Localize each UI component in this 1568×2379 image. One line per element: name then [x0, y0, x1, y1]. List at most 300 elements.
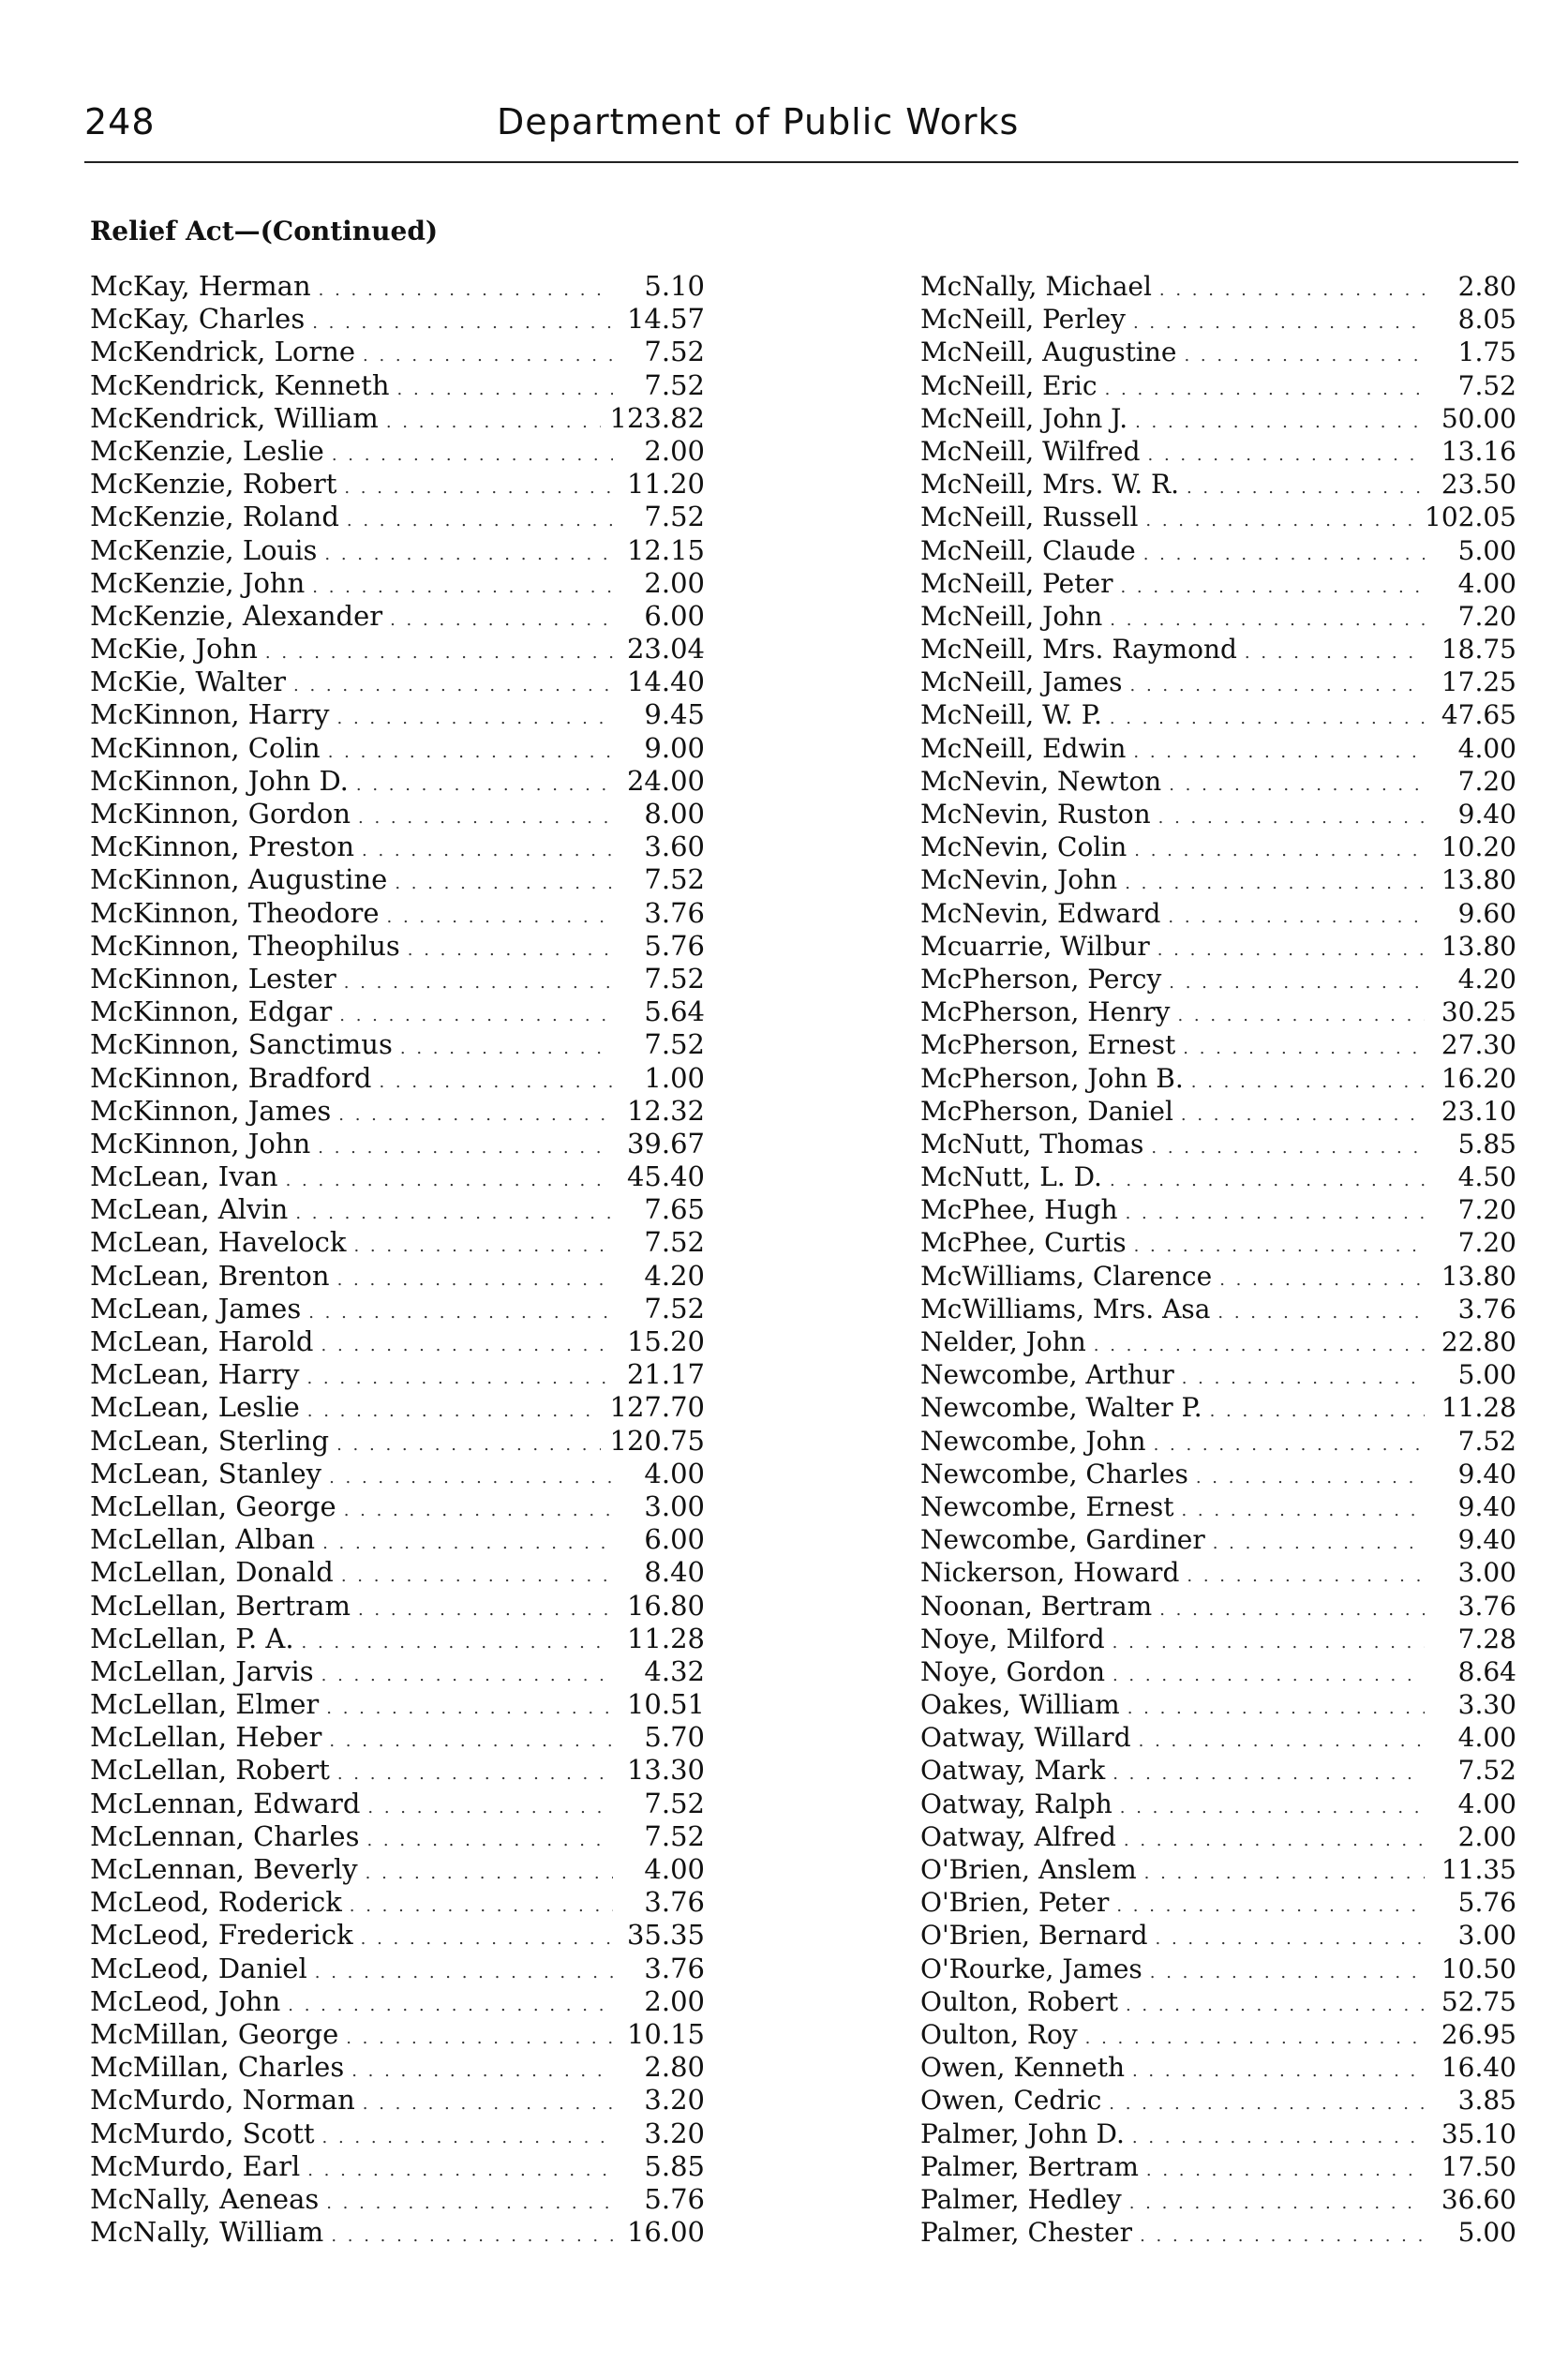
list-item — [920, 1590, 1516, 1623]
entry-name: McKinnon, James — [90, 1094, 332, 1127]
dot-leader — [329, 1725, 613, 1758]
list-item — [920, 1160, 1516, 1193]
list-item — [920, 1919, 1516, 1952]
list-item — [920, 600, 1516, 633]
dot-leader — [362, 834, 613, 867]
entry-amount: 7.52 — [1457, 1425, 1516, 1457]
entry-amount: 4.20 — [1457, 963, 1516, 995]
dot-leader — [1151, 1131, 1425, 1164]
list-item — [920, 963, 1516, 995]
dot-leader — [346, 2022, 613, 2055]
dot-leader — [358, 1593, 613, 1626]
entry-name: O'Rourke, James — [920, 1953, 1142, 1984]
entry-amount: 9.40 — [1457, 1458, 1516, 1489]
list-item — [90, 2216, 705, 2249]
dot-leader — [1113, 1758, 1425, 1790]
entry-name: McNevin, Edward — [920, 897, 1161, 929]
entry-name: McKinnon, Theophilus — [90, 929, 400, 962]
entry-name: McKinnon, Colin — [90, 731, 321, 764]
list-item — [920, 2018, 1516, 2051]
list-item — [90, 1193, 705, 1226]
entry-amount: 35.35 — [626, 1919, 705, 1952]
list-item — [90, 1623, 705, 1655]
list-item — [90, 1721, 705, 1754]
list-item — [90, 698, 705, 731]
list-item — [90, 534, 705, 567]
dot-leader — [344, 1494, 613, 1527]
entry-name: Newcombe, Ernest — [920, 1490, 1174, 1522]
entry-amount: 5.76 — [1457, 1887, 1516, 1919]
list-item — [920, 1523, 1516, 1556]
list-item — [90, 1160, 705, 1193]
entry-amount: 4.00 — [1457, 1722, 1516, 1754]
dot-leader — [386, 406, 601, 439]
entry-amount: 5.00 — [1457, 1359, 1516, 1391]
entry-amount: 23.50 — [1441, 469, 1516, 501]
entry-name: McNeill, Eric — [920, 369, 1098, 401]
list-item — [920, 1260, 1516, 1293]
entry-amount: 3.30 — [1457, 1689, 1516, 1721]
list-item — [90, 501, 705, 533]
entry-amount: 4.50 — [1457, 1161, 1516, 1193]
list-item — [920, 2117, 1516, 2150]
list-item — [90, 1391, 705, 1424]
entry-amount: 7.52 — [644, 863, 705, 896]
list-item — [920, 369, 1516, 402]
entry-amount: 4.00 — [1457, 732, 1516, 764]
list-item — [920, 1886, 1516, 1919]
entry-name: McLellan, Jarvis — [90, 1654, 314, 1687]
list-item — [920, 1095, 1516, 1128]
dot-leader — [1191, 1066, 1425, 1099]
list-item — [90, 1953, 705, 1985]
dot-leader — [315, 1956, 613, 1989]
dot-leader — [337, 1264, 613, 1296]
entry-amount: 3.20 — [644, 2084, 705, 2117]
dot-leader — [312, 307, 613, 339]
list-item — [920, 1325, 1516, 1358]
entry-amount: 8.64 — [1457, 1655, 1516, 1687]
entry-name: McLean, Brenton — [90, 1259, 330, 1292]
dot-leader — [390, 604, 613, 636]
dot-leader — [395, 867, 613, 900]
list-item — [920, 2051, 1516, 2084]
page-header — [84, 101, 1509, 157]
dot-leader — [1134, 834, 1425, 867]
dot-leader — [1245, 636, 1425, 669]
dot-leader — [1113, 1626, 1425, 1659]
entry-name: McLennan, Beverly — [90, 1853, 358, 1885]
entry-amount: 11.35 — [1441, 1854, 1516, 1885]
entry-amount: 5.76 — [644, 929, 705, 962]
dot-leader — [353, 1230, 613, 1263]
entry-amount: 24.00 — [626, 764, 705, 797]
list-item — [920, 1358, 1516, 1391]
dot-leader — [347, 504, 613, 537]
entry-name: McKinnon, Augustine — [90, 863, 388, 896]
list-item — [920, 863, 1516, 896]
entry-name: McNevin, Colin — [920, 831, 1127, 863]
dot-leader — [1133, 307, 1425, 339]
entry-amount: 27.30 — [1441, 1029, 1516, 1061]
entry-name: McNeill, John — [920, 600, 1103, 632]
entry-name: Noye, Milford — [920, 1623, 1105, 1654]
entry-amount: 13.16 — [1441, 435, 1516, 467]
list-item — [90, 1358, 705, 1391]
dot-leader — [1157, 934, 1425, 966]
list-item — [920, 1193, 1516, 1226]
entry-amount: 9.40 — [1457, 1524, 1516, 1556]
entry-amount: 3.76 — [644, 1886, 705, 1919]
dot-leader — [326, 1692, 613, 1725]
dot-leader — [1181, 1494, 1425, 1527]
list-item — [90, 1028, 705, 1061]
entry-amount: 2.00 — [644, 434, 705, 467]
entry-amount: 7.52 — [644, 368, 705, 401]
entry-amount: 23.10 — [1441, 1095, 1516, 1127]
entry-name: McKenzie, Alexander — [90, 599, 383, 632]
entry-name: McPherson, Percy — [920, 963, 1162, 995]
entry-amount: 5.64 — [644, 995, 705, 1028]
dot-leader — [366, 1857, 613, 1890]
dot-leader — [329, 1461, 613, 1494]
list-item — [90, 1853, 705, 1886]
entry-name: Nelder, John — [920, 1326, 1086, 1357]
dot-leader — [408, 934, 613, 966]
list-item — [90, 798, 705, 830]
list-item — [920, 1688, 1516, 1721]
entry-name: Newcombe, Walter P. — [920, 1392, 1202, 1424]
entry-name: McKendrick, Kenneth — [90, 368, 390, 401]
dot-leader — [387, 901, 614, 934]
dot-leader — [1150, 1956, 1425, 1989]
list-item — [920, 1623, 1516, 1655]
entry-amount: 10.51 — [626, 1688, 705, 1721]
entry-amount: 3.85 — [1457, 2085, 1516, 2117]
entry-name: McKinnon, Sanctimus — [90, 1028, 393, 1061]
dot-leader — [1146, 2154, 1425, 2187]
entry-name: McNeill, Wilfred — [920, 435, 1141, 467]
list-item — [920, 1985, 1516, 2018]
entry-name: O'Brien, Bernard — [920, 1920, 1148, 1952]
dot-leader — [328, 736, 613, 769]
list-item — [920, 798, 1516, 830]
entry-name: McNeill, Mrs. Raymond — [920, 634, 1237, 666]
list-item — [90, 1523, 705, 1556]
entry-name: McKinnon, Lester — [90, 962, 336, 995]
entry-amount: 3.76 — [1457, 1293, 1516, 1324]
header-divider — [84, 161, 1518, 163]
list-item — [920, 1820, 1516, 1853]
entry-amount: 4.00 — [1457, 567, 1516, 599]
entry-name: McNeill, James — [920, 666, 1123, 698]
dot-leader — [1113, 1659, 1425, 1692]
list-item — [920, 2150, 1516, 2183]
entry-amount: 5.10 — [644, 270, 705, 302]
entry-amount: 13.80 — [1441, 864, 1516, 896]
dot-leader — [1134, 1230, 1425, 1263]
dot-leader — [1183, 1032, 1425, 1065]
dot-leader — [1132, 2055, 1425, 2087]
entry-amount: 52.75 — [1441, 1985, 1516, 2017]
entry-amount: 6.00 — [644, 1523, 705, 1556]
entry-name: McKenzie, John — [90, 566, 306, 599]
entry-amount: 35.10 — [1441, 2117, 1516, 2149]
dot-leader — [1158, 801, 1425, 834]
entry-name: McKendrick, William — [90, 401, 379, 434]
list-item — [90, 995, 705, 1028]
list-item — [90, 1490, 705, 1523]
entry-amount: 7.52 — [644, 336, 705, 368]
list-item — [90, 1590, 705, 1623]
entry-amount: 47.65 — [1441, 699, 1516, 731]
entry-name: Oulton, Roy — [920, 2018, 1078, 2050]
entry-name: McKinnon, Gordon — [90, 798, 351, 830]
entry-name: McLean, James — [90, 1292, 302, 1324]
dot-leader — [295, 1197, 613, 1230]
dot-leader — [326, 2187, 613, 2220]
entry-name: McLean, Ivan — [90, 1160, 278, 1193]
entry-amount: 10.15 — [626, 2017, 705, 2050]
dot-leader — [1125, 867, 1425, 900]
entry-name: Newcombe, Gardiner — [920, 1524, 1205, 1556]
list-item — [90, 1820, 705, 1853]
right-column-list — [920, 270, 1516, 2249]
entry-amount: 3.76 — [1457, 1590, 1516, 1622]
dot-leader — [1187, 1560, 1425, 1593]
list-item — [920, 732, 1516, 765]
entry-name: Newcombe, John — [920, 1425, 1146, 1457]
entry-name: McMurdo, Scott — [90, 2117, 315, 2149]
dot-leader — [344, 966, 613, 999]
entry-name: McKinnon, Harry — [90, 698, 330, 731]
entry-amount: 45.40 — [626, 1160, 705, 1193]
list-item — [920, 501, 1516, 533]
entry-name: Owen, Cedric — [920, 2085, 1102, 2117]
dot-leader — [358, 801, 613, 834]
entry-amount: 102.05 — [1425, 501, 1516, 533]
entry-name: Noye, Gordon — [920, 1655, 1105, 1687]
entry-amount: 2.00 — [644, 566, 705, 599]
dot-leader — [332, 439, 613, 471]
entry-amount: 12.32 — [626, 1094, 705, 1127]
entry-amount: 17.25 — [1441, 666, 1516, 698]
list-item — [920, 1391, 1516, 1424]
entry-amount: 3.00 — [1457, 1557, 1516, 1589]
entry-name: Owen, Kenneth — [920, 2052, 1125, 2084]
dot-leader — [319, 274, 613, 307]
list-item — [920, 1953, 1516, 1985]
list-item — [920, 995, 1516, 1028]
entry-name: McNeill, W. P. — [920, 699, 1102, 731]
entry-amount: 36.60 — [1441, 2183, 1516, 2215]
list-item — [920, 468, 1516, 501]
list-item — [90, 633, 705, 666]
entry-name: McLennan, Edward — [90, 1787, 361, 1819]
list-item — [90, 303, 705, 336]
list-item — [90, 336, 705, 368]
dot-leader — [1169, 769, 1425, 801]
list-item — [90, 1688, 705, 1721]
list-item — [90, 1260, 705, 1293]
entry-amount: 11.28 — [1441, 1392, 1516, 1424]
entry-amount: 4.32 — [644, 1654, 705, 1687]
dot-leader — [339, 999, 613, 1032]
entry-name: McKenzie, Robert — [90, 468, 337, 501]
entry-amount: 2.00 — [1457, 1820, 1516, 1852]
entry-amount: 7.65 — [644, 1193, 705, 1226]
entry-amount: 39.67 — [626, 1127, 705, 1160]
entry-name: McKinnon, Bradford — [90, 1061, 372, 1094]
entry-name: Oatway, Alfred — [920, 1820, 1116, 1852]
entry-name: McLean, Alvin — [90, 1193, 289, 1226]
entry-name: McLeod, Daniel — [90, 1952, 307, 1984]
entry-name: McNevin, Ruston — [920, 799, 1151, 830]
list-item — [920, 402, 1516, 435]
entry-name: McLean, Harold — [90, 1325, 314, 1357]
list-item — [90, 1128, 705, 1160]
dot-leader — [1110, 702, 1425, 735]
dot-leader — [1210, 1395, 1425, 1428]
dot-leader — [336, 1429, 600, 1461]
entry-name: McNevin, John — [920, 864, 1118, 896]
dot-leader — [351, 2055, 613, 2087]
list-item — [90, 369, 705, 402]
entry-amount: 5.85 — [644, 2149, 705, 2182]
list-item — [90, 2117, 705, 2150]
entry-name: Palmer, John D. — [920, 2117, 1125, 2149]
list-item — [90, 1985, 705, 2018]
list-item — [90, 930, 705, 963]
dot-leader — [361, 1923, 613, 1955]
entry-name: Palmer, Hedley — [920, 2183, 1122, 2215]
entry-amount: 4.00 — [1457, 1788, 1516, 1819]
entry-amount: 3.00 — [1457, 1920, 1516, 1952]
list-item — [90, 1919, 705, 1952]
dot-leader — [337, 1758, 613, 1790]
entry-amount: 11.20 — [626, 468, 705, 501]
list-item — [90, 1655, 705, 1688]
entry-name: McNeill, Mrs. W. R. — [920, 469, 1179, 501]
list-item — [920, 1655, 1516, 1688]
dot-leader — [1145, 504, 1415, 537]
list-item — [920, 698, 1516, 731]
dot-leader — [1110, 1164, 1425, 1197]
entry-name: McNeill, Perley — [920, 304, 1126, 336]
entry-name: McLean, Stanley — [90, 1457, 322, 1489]
dot-leader — [322, 1527, 613, 1560]
dot-leader — [338, 1099, 613, 1131]
dot-leader — [1127, 1692, 1425, 1725]
dot-leader — [302, 1626, 613, 1659]
entry-name: McKie, Walter — [90, 666, 287, 698]
entry-amount: 12.15 — [626, 533, 705, 566]
list-item — [920, 2084, 1516, 2117]
entry-amount: 7.20 — [1457, 600, 1516, 632]
list-item — [90, 2084, 705, 2117]
entry-amount: 50.00 — [1441, 402, 1516, 434]
dot-leader — [363, 2087, 613, 2120]
list-item — [920, 534, 1516, 567]
list-item — [920, 666, 1516, 698]
entry-amount: 11.28 — [626, 1622, 705, 1654]
entry-amount: 26.95 — [1441, 2018, 1516, 2050]
dot-leader — [1219, 1264, 1425, 1296]
list-item — [920, 1062, 1516, 1095]
dot-leader — [1126, 1989, 1425, 2022]
entry-name: McLean, Leslie — [90, 1391, 300, 1424]
entry-amount: 18.75 — [1441, 634, 1516, 666]
dot-leader — [350, 1890, 613, 1923]
list-item — [920, 303, 1516, 336]
dot-leader — [1148, 439, 1425, 471]
list-item — [90, 567, 705, 600]
entry-name: McKinnon, Edgar — [90, 995, 333, 1028]
dot-leader — [341, 1560, 613, 1593]
entry-name: McLeod, Frederick — [90, 1919, 353, 1952]
dot-leader — [1135, 406, 1425, 439]
entry-amount: 16.80 — [626, 1589, 705, 1622]
entry-amount: 7.52 — [644, 501, 705, 533]
list-item — [90, 1788, 705, 1820]
list-item — [90, 1754, 705, 1787]
list-item — [90, 963, 705, 995]
dot-leader — [367, 1791, 613, 1824]
list-item — [90, 1556, 705, 1589]
entry-name: McMurdo, Earl — [90, 2149, 301, 2182]
list-item — [920, 336, 1516, 368]
entry-amount: 17.50 — [1441, 2150, 1516, 2182]
entry-amount: 4.00 — [644, 1457, 705, 1489]
entry-amount: 127.70 — [609, 1391, 705, 1424]
dot-leader — [321, 1329, 614, 1362]
entry-amount: 1.75 — [1457, 337, 1516, 368]
entry-name: Oatway, Ralph — [920, 1788, 1113, 1819]
entry-amount: 8.00 — [644, 798, 705, 830]
dot-leader — [1159, 274, 1425, 307]
dot-leader — [1124, 1824, 1425, 1857]
entry-amount: 3.76 — [644, 896, 705, 929]
entry-amount: 16.20 — [1441, 1062, 1516, 1094]
entry-name: O'Brien, Peter — [920, 1887, 1110, 1919]
entry-amount: 3.20 — [644, 2117, 705, 2149]
entry-amount: 15.20 — [626, 1325, 705, 1357]
list-item — [90, 2018, 705, 2051]
list-item — [920, 1293, 1516, 1325]
dot-leader — [1109, 2087, 1425, 2120]
entry-name: McLellan, Alban — [90, 1523, 316, 1556]
entry-name: McWilliams, Clarence — [920, 1260, 1213, 1292]
list-item — [920, 1128, 1516, 1160]
entry-name: McLellan, P. A. — [90, 1622, 294, 1654]
entry-amount: 7.52 — [644, 1787, 705, 1819]
list-item — [90, 1458, 705, 1490]
entry-name: McNeill, Edwin — [920, 732, 1127, 764]
dot-leader — [307, 1395, 601, 1428]
dot-leader — [337, 702, 614, 735]
list-item — [90, 435, 705, 468]
entry-amount: 5.76 — [644, 2182, 705, 2215]
entry-name: McKinnon, John D. — [90, 764, 349, 797]
list-item — [920, 1425, 1516, 1458]
entry-name: Noonan, Bertram — [920, 1590, 1153, 1622]
entry-name: McWilliams, Mrs. Asa — [920, 1293, 1211, 1324]
dot-leader — [322, 2121, 613, 2154]
entry-name: McKie, John — [90, 633, 258, 666]
entry-name: McPherson, Ernest — [920, 1029, 1176, 1061]
entry-name: McKenzie, Roland — [90, 501, 339, 533]
list-item — [920, 930, 1516, 963]
